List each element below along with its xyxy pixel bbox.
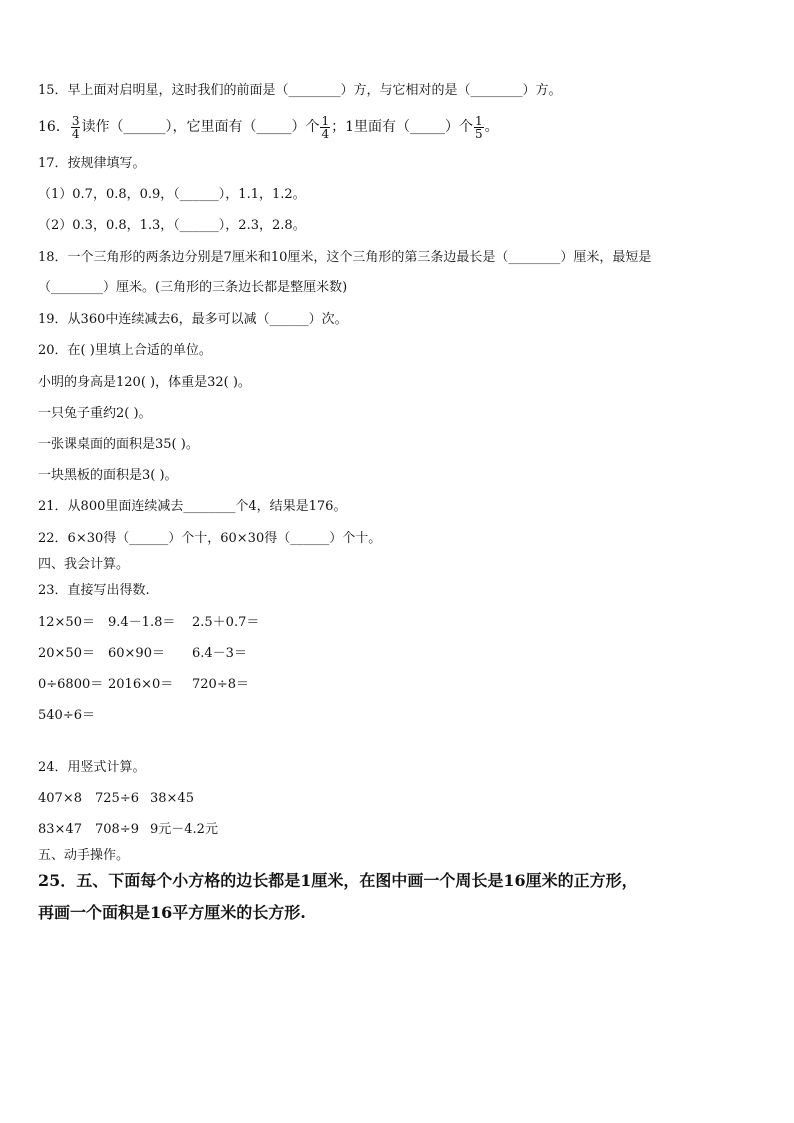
question-17-title: 17．按规律填写。 [38,156,146,171]
calc-row: 540÷6＝ [38,708,95,723]
question-22: 22．6×30得（______）个十，60×30得（______）个十。 [38,531,382,546]
calc-row: 407×8 725÷6 38×45 [38,791,194,806]
question-15: 15．早上面对启明星，这时我们的前面是（________）方，与它相对的是（________）方。 [38,83,562,98]
question-23-title: 23．直接写出得数. [38,583,150,598]
question-19: 19．从360中连续减去6，最多可以减（______）次。 [38,312,348,327]
question-16: 16． $\frac{3}{4}$ 读作（______），它里面有（_____）个 $\frac{1}{4}$ ；1里面有（_____）个 $\frac{1}{5}$ 。 [38,113,499,141]
question-25-line-1: 25．五、下面每个小方格的边长都是1厘米，在图中画一个周长是16厘米的正方形， [38,871,638,890]
question-17-line-2: （2）0.3，0.8，1.3，（______），2.3，2.8。 [38,218,306,233]
question-24-title: 24．用竖式计算。 [38,760,146,775]
question-17-line-1: （1）0.7，0.8，0.9，（______），1.1，1.2。 [38,187,306,202]
question-20-line-3: 一张课桌面的面积是35( )。 [38,437,199,452]
question-20-line-2: 一只兔子重约2( )。 [38,406,152,421]
calc-row: 20×50＝ 60×90＝ 6.4－3＝ [38,646,247,661]
question-20-title: 20．在( )里填上合适的单位。 [38,343,212,358]
fraction-one-quarter: $\frac{1}{4}$ [321,113,330,141]
question-20-line-1: 小明的身高是120( )，体重是32( )。 [38,375,251,390]
fraction-one-fifth: $\frac{1}{5}$ [475,113,483,141]
question-21: 21．从800里面连续减去________个4，结果是176。 [38,499,347,514]
calc-row: 0÷6800＝ 2016×0＝ 720÷8＝ [38,677,249,692]
section-five-heading: 五、动手操作。 [38,848,130,863]
question-18-line-1: 18．一个三角形的两条边分别是7厘米和10厘米，这个三角形的第三条边最长是（________）厘米，最短是 [38,250,652,265]
calc-row: 83×47 708÷9 9元－4.2元 [38,822,218,837]
calc-row: 12×50＝ 9.4－1.8＝ 2.5＋0.7＝ [38,615,260,630]
section-four-heading: 四、我会计算。 [38,557,130,572]
question-25-line-2: 再画一个面积是16平方厘米的长方形. [38,903,306,922]
question-20-line-4: 一块黑板的面积是3( )。 [38,468,178,483]
fraction-three-quarters: $\frac{3}{4}$ [71,113,80,141]
question-18-line-2: （________）厘米。(三角形的三条边长都是整厘米数) [38,280,348,295]
